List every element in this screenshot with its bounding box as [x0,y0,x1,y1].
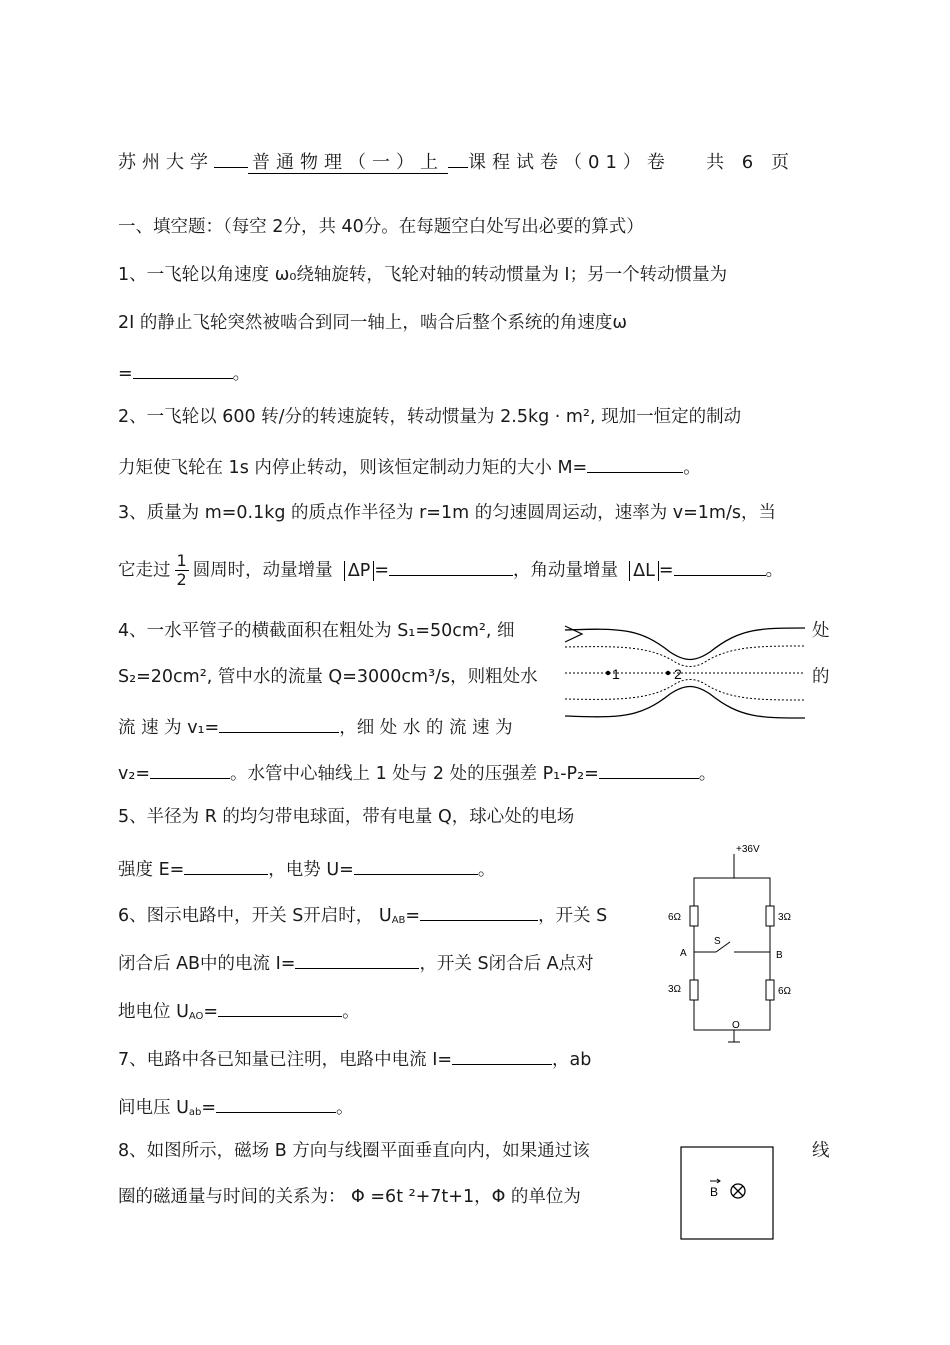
q8-right1: 线 [812,1141,830,1161]
q4-v1-label: 流 速 为 v₁= [118,718,220,738]
paper-name: 课程试卷（01）卷 [468,152,671,173]
q7-voltage-blank[interactable] [216,1094,336,1113]
fraction-numerator: 1 [176,551,187,570]
q7-sub-ab: ab [188,1107,202,1118]
q4-line3 [118,714,513,739]
q3-text-b: 圆周时，动量增量 [192,560,333,581]
q1-line3 [118,360,250,385]
q1-line2: 2I 的静止飞轮突然被啮合到同一轴上，啮合后整个系统的角速度ω [118,313,628,333]
q4-pressure-blank[interactable] [599,760,699,779]
q6-sub-ab: AB [391,915,406,926]
resistor-br [766,980,774,1000]
q5-u-label: ，电势 U= [268,860,354,880]
q2-answer-blank[interactable] [587,454,683,473]
q6-uao-blank[interactable] [218,998,342,1017]
q6-eq2: = [203,1002,219,1022]
point-1-label: 1 [612,666,620,682]
q4-right1: 处 [812,621,830,641]
page-count: 共 6 页 [706,152,795,173]
q5-e-blank[interactable] [184,856,268,875]
q3-angular-blank[interactable] [674,557,766,576]
q7-current-blank[interactable] [452,1046,552,1065]
q1-line1: 1、一飞轮以角速度 ω₀绕轴旋转，飞轮对轴的转动惯量为 I；另一个转动惯量为 [118,265,728,285]
q3-end: 。 [765,560,784,581]
q2-line2 [118,454,701,479]
q4-v2-label: v₂= [118,764,151,784]
school-name: 苏州大学 [118,152,214,173]
switch-label: S [714,936,721,947]
q7-line2 [118,1094,354,1124]
q3-line1: 3、质量为 m=0.1kg 的质点作半径为 r=1m 的匀速圆周运动，速率为 v=1m/s，当 [118,503,776,523]
q6-text-c: 闭合后 AB中的电流 I= [118,954,296,974]
q3-text-a: 它走过 [118,560,171,581]
resistor-tr-label: 3Ω [778,912,792,923]
q4-line1: 4、一水平管子的横截面积在粗处为 S₁=50cm², 细 [118,621,515,641]
resistor-bl [690,980,698,1000]
q3-text-c: ，角动量增量 [513,560,619,581]
q6-text-b: ，开关 S [538,906,608,926]
q1-end: 。 [232,364,251,384]
resistor-tr [766,906,774,926]
b-field-label: B [710,1185,719,1199]
q6-text-e: 地电位 U [118,1002,189,1022]
section-title: 一、填空题：（每空 2分，共 40分。在每题空白处写出必要的算式） [118,217,644,237]
q4-v1-blank[interactable] [219,714,339,733]
q6-text-d: ，开关 S闭合后 A点对 [419,954,594,974]
q5-u-blank[interactable] [354,856,478,875]
q7-text-b: ，ab [552,1050,592,1070]
q4-v2-blank[interactable] [150,760,230,779]
q1-eq: = [118,364,133,384]
q6-line1 [118,902,607,932]
circuit-diagram [664,840,804,1050]
q3-eq2: = [658,560,674,581]
coil-square [681,1147,773,1239]
q3-momentum-blank[interactable] [389,557,513,576]
q7-line1 [118,1046,591,1071]
q4-pressure-text: 。水管中心轴线上 1 处与 2 处的压强差 P₁-P₂= [230,764,599,784]
resistor-tl [690,906,698,926]
q6-end: 。 [342,1002,360,1022]
q5-e-label: 强度 E= [118,860,185,880]
q7-text-c: 间电压 U [118,1098,189,1118]
resistor-bl-label: 3Ω [668,984,682,995]
q6-text-a: 6、图示电路中，开关 S开启时， U [118,906,392,926]
q3-line2 [118,552,783,589]
ground-label: O [732,1020,740,1031]
q1-answer-blank[interactable] [133,360,233,379]
q7-end: 。 [336,1098,354,1118]
header-underline-left [214,167,248,168]
point-2-label: 2 [674,666,682,682]
q2-line1: 2、一飞轮以 600 转/分的转速旋转，转动惯量为 2.5kg · m², 现加一恒定的制动 [118,407,742,427]
momentum-change-symbol: ΔP [344,561,375,581]
pipe-flow-figure [560,612,810,732]
q3-eq1: = [374,560,390,581]
q7-eq: = [201,1098,217,1118]
half-fraction [175,552,189,589]
q6-eq: = [405,906,421,926]
coil-figure [680,1146,776,1242]
q8-line1: 8、如图所示，磁场 B 方向与线圈平面垂直向内，如果通过该 [118,1141,590,1161]
q5-line1: 5、半径为 R 的均匀带电球面，带有电量 Q，球心处的电场 [118,807,575,827]
flow-arrow-icon [565,626,582,642]
header-underline-right [448,167,468,168]
q5-line2 [118,856,495,881]
q2-text: 力矩使飞轮在 1s 内停止转动，则该恒定制动力矩的大小 M= [118,458,588,478]
fraction-denominator: 2 [176,570,187,589]
q4-line2: S₂=20cm², 管中水的流量 Q=3000cm³/s，则粗处水 [118,667,538,687]
q2-end: 。 [683,458,701,478]
resistor-tl-label: 6Ω [668,912,682,923]
q4-end: 。 [698,764,717,784]
angular-momentum-change-symbol: ΔL [629,561,659,581]
q5-end: 。 [477,860,496,880]
q4-v2-text: ，细 处 水 的 流 速 为 [339,718,513,738]
exam-header [118,148,795,174]
resistor-br-label: 6Ω [778,986,792,997]
node-b-label: B [776,950,783,961]
q6-line3 [118,998,360,1028]
q4-right2: 的 [812,667,830,687]
q7-text-a: 7、电路中各已知量已注明，电路中电流 I= [118,1050,453,1070]
q6-uab-blank[interactable] [420,902,538,921]
q4-line4 [118,760,716,785]
q6-current-blank[interactable] [295,950,419,969]
q6-sub-ao: AO [188,1011,204,1022]
course-name: 普通物理（一）上 [248,152,448,174]
node-a-label: A [680,948,687,959]
q6-line2 [118,950,594,975]
voltage-label: +36V [736,844,760,855]
q8-line2: 圈的磁通量与时间的关系为： Φ =6t ²+7t+1，Φ 的单位为 [118,1187,581,1207]
